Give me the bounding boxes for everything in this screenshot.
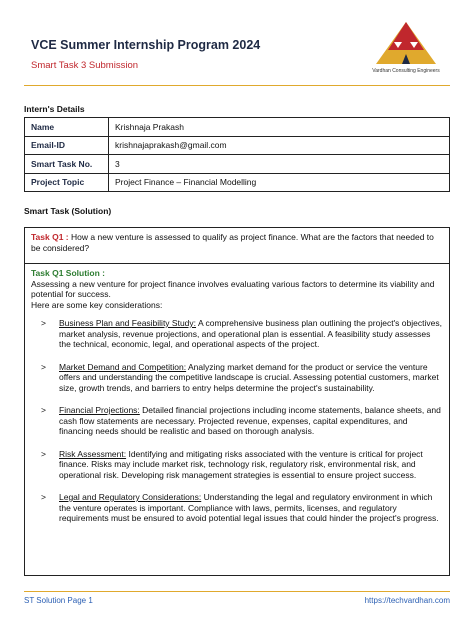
chevron-right-icon: > (41, 318, 46, 328)
answer-block (25, 264, 449, 540)
table-key: Project Topic (25, 173, 109, 192)
table-row (25, 136, 450, 155)
answer-intro: Assessing a new venture for project finance involves evaluating various factors to determine its viability and potential for success. (31, 278, 435, 299)
table-value: 3 (109, 155, 450, 174)
logo-mountain-icon (374, 20, 438, 66)
document-subtitle: Smart Task 3 Submission (31, 60, 139, 71)
table-value: Krishnaja Prakash (109, 118, 450, 137)
list-item (31, 318, 443, 350)
table-row (25, 118, 450, 137)
point-text: Identifying and mitigating risks associated with the venture is critical for project finance. Risks may include market risk, technology risk, regulatory risk, environmental risk, and operational risk. Developing risk management strategies is essential to ensure project success. (59, 448, 423, 480)
point-text: Understanding the legal and regulatory environment in which the venture operates is important. Compliance with laws, permits, licenses, and regulatory requirements must be ensured to avoid potential legal issues that could hinder the project's progress. (59, 492, 439, 523)
header-divider (24, 85, 450, 86)
table-value: krishnajaprakash@gmail.com (109, 136, 450, 155)
point-text: Detailed financial projections including income statements, balance sheets, and cash flow statements are necessary. Projected revenue, expenses, capital expenditures, and financing needs should be realistic and based on thorough analysis. (59, 405, 441, 436)
smart-task-heading: Smart Task (Solution) (24, 206, 112, 216)
chevron-right-icon: > (41, 361, 46, 372)
chevron-right-icon: > (41, 492, 46, 502)
interns-details-heading: Intern's Details (24, 104, 85, 114)
footer-website-link[interactable]: https://techvardhan.com (364, 596, 450, 605)
chevron-right-icon: > (41, 448, 46, 459)
logo-text: Vardhan Consulting Engineers (372, 68, 440, 74)
list-item (31, 449, 443, 481)
question-block (25, 228, 449, 264)
table-key: Email-ID (25, 136, 109, 155)
table-value: Project Finance – Financial Modelling (109, 173, 450, 192)
list-item (31, 362, 443, 394)
table-row (25, 155, 450, 174)
point-title: Risk Assessment: (59, 448, 127, 459)
point-text: Analyzing market demand for the product or service the venture offers and understanding the competitive landscape is crucial. Assessing potential customers, market size, growth trends, and barriers to entry helps determine the project's sustainability. (59, 361, 439, 393)
list-item (31, 492, 443, 524)
point-title: Financial Projections: (59, 405, 140, 415)
point-title: Business Plan and Feasibility Study: (59, 318, 197, 328)
page-header (0, 0, 474, 85)
table-key: Smart Task No. (25, 155, 109, 174)
chevron-right-icon: > (41, 405, 46, 415)
footer-divider (24, 591, 450, 592)
question-label: Task Q1 : (31, 232, 69, 242)
footer-page-label: ST Solution Page 1 (24, 596, 93, 605)
question-text: How a new venture is assessed to qualify as project finance. What are the factors that needed to be considered? (31, 232, 434, 253)
solution-box (24, 227, 450, 576)
point-title: Market Demand and Competition: (59, 361, 187, 372)
answer-label: Task Q1 Solution : (31, 268, 105, 278)
answer-intro-list-lead: Here are some key considerations: (31, 299, 163, 310)
interns-details-table (24, 117, 450, 192)
table-key: Name (25, 118, 109, 137)
point-title: Legal and Regulatory Considerations: (59, 492, 202, 502)
considerations-list (31, 318, 443, 524)
document-title: VCE Summer Internship Program 2024 (31, 38, 261, 52)
table-row (25, 173, 450, 192)
point-text: A comprehensive business plan outlining the project's objectives, market analysis, revenue projections, and operational plan is essential. A feasibility study assesses the technical, economic, legal, and operational aspects of the project. (59, 318, 442, 349)
company-logo (362, 20, 450, 76)
list-item (31, 405, 443, 437)
